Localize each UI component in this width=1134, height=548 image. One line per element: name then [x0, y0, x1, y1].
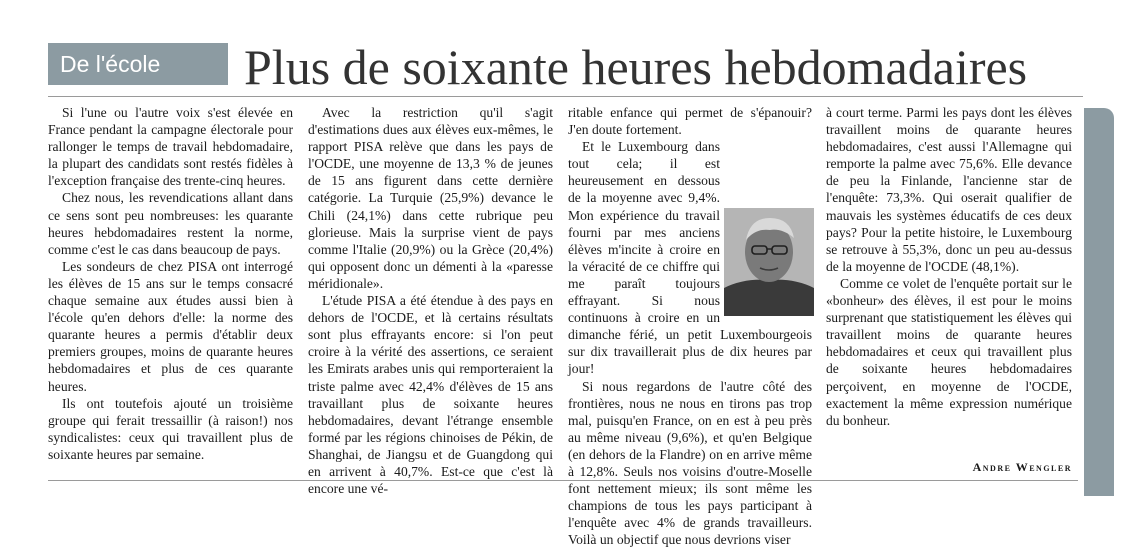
- paragraph: Si nous regardons de l'autre côté des frontières, nous ne nous en tirons pas trop mal, puisqu'en France, on en est à peu près au même niveau (9,6%), et qu'en Belgique (en dehors de la Flandre) on en arrive même à 12,8%. Seuls nos voisins d'outre-Moselle font nettement mieux; ils sont même les champions de tous les pays participant à l'enquête avec 4% de grands travailleurs. Voilà un objectif que nous devrions viser: [568, 378, 812, 548]
- article-column-3: [568, 104, 812, 474]
- paragraph: Et le Luxembourg dans tout cela; il est heureusement en dessous de la moyenne avec 9,4%. Mon expérience du travail fourni par mes anciens élèves m'incite à croire en la véracité de ce chiffre qui me paraît toujours effrayant. Si nous continuons à croire en un dimanche férié, un petit Luxembourgeois sur dix travaillerait plus de dix heures par jour!: [568, 138, 812, 377]
- paragraph: Si l'une ou l'autre voix s'est élevée en France pendant la campagne électorale pour rallonger le temps de travail hebdomadaire, la plupart des candidats sont restés fidèles à l'exception française des trente-cinq heures.: [48, 104, 293, 189]
- top-rule: [48, 96, 1083, 97]
- paragraph: Ils ont toutefois ajouté un troisième groupe qui ferait tressaillir (à raison!) nos syndicalistes: ceux qui travaillent plus de soixante heures par semaine.: [48, 395, 293, 463]
- author-portrait-icon: [724, 208, 814, 316]
- paragraph: Avec la restriction qu'il s'agit d'estimations dues aux élèves eux-mêmes, le rapport PISA relève que dans les pays de l'OCDE, une moyenne de 13,3 % de jeunes de 15 ans figurent dans cette dernière catégorie. La Turquie (25,9%) devance le Chili (24,1%) dans cette rubrique peu glorieuse. Mais la surprise vient de pays comme l'Italie (20,9%) ou la Grèce (20,4%) qui opposent donc un démenti à la «paresse méridionale».: [308, 104, 553, 292]
- paragraph: ritable enfance qui permet de s'épanouir? J'en doute fortement.: [568, 104, 812, 138]
- bottom-rule: [48, 480, 1078, 481]
- side-accent-bar: [1084, 108, 1114, 496]
- paragraph: à court terme. Parmi les pays dont les élèves travaillent moins de quarante heures hebdomadaires, c'est aussi l'Allemagne qui remporte la palme avec 75,6%. Elle devance de peu la Finlande, l'ancienne star de l'enquête: 73,3%. Qui oserait qualifier de mauvais les systèmes éducatifs de ces deux pays? Pour la petite histoire, le Luxembourg se retrouve à 55,3%, donc un peu au-dessus de la moyenne de l'OCDE (48,1%).: [826, 104, 1072, 275]
- article-column-2: [308, 104, 553, 474]
- paragraph: L'étude PISA a été étendue à des pays en dehors de l'OCDE, et là certains résultats sont plus effrayants encore: si l'on peut croire à la vérité des assertions, ce seraient les Emirats arabes unis qui remporteraient la triste palme avec 42,4% d'élèves de 15 ans travaillant plus de soixante heures hebdomadaires, devant l'étrange ensemble formé par les régions chinoises de Pékin, de Shanghai, de Jiangsu et de Guangdong qui en arrivent à 40,7%. Est-ce que c'est là encore une vé-: [308, 292, 553, 497]
- article-column-1: [48, 104, 293, 474]
- article-headline: Plus de soixante heures hebdomadaires: [244, 38, 1074, 96]
- article-header: [48, 38, 1078, 90]
- paragraph: Comme ce volet de l'enquête portait sur le «bonheur» des élèves, il est pour le moins surprenant que statistiquement les élèves qui travaillent moins de quarante heures hebdomadaires et ceux qui travaillent plus de soixante heures hebdomadaires perçoivent, en moyenne de l'OCDE, exactement la même expression numérique du bonheur.: [826, 275, 1072, 429]
- article-column-4: [826, 104, 1072, 474]
- paragraph: Les sondeurs de chez PISA ont interrogé les élèves de 15 ans sur le temps consacré chaque semaine aux études aussi bien à l'école qu'en dehors d'elle: la norme des quarante heures a permis d'établir deux premiers groupes, moins de quarante heures hebdomadaires et plus de ces quarante heures.: [48, 258, 293, 395]
- section-rubric: De l'école: [48, 43, 228, 85]
- paragraph: Chez nous, les revendications allant dans ce sens sont peu nombreuses: les quarante heures hebdomadaires restent la norme, comme c'est le cas dans beaucoup de pays.: [48, 189, 293, 257]
- author-byline: Andre Wengler: [940, 460, 1072, 475]
